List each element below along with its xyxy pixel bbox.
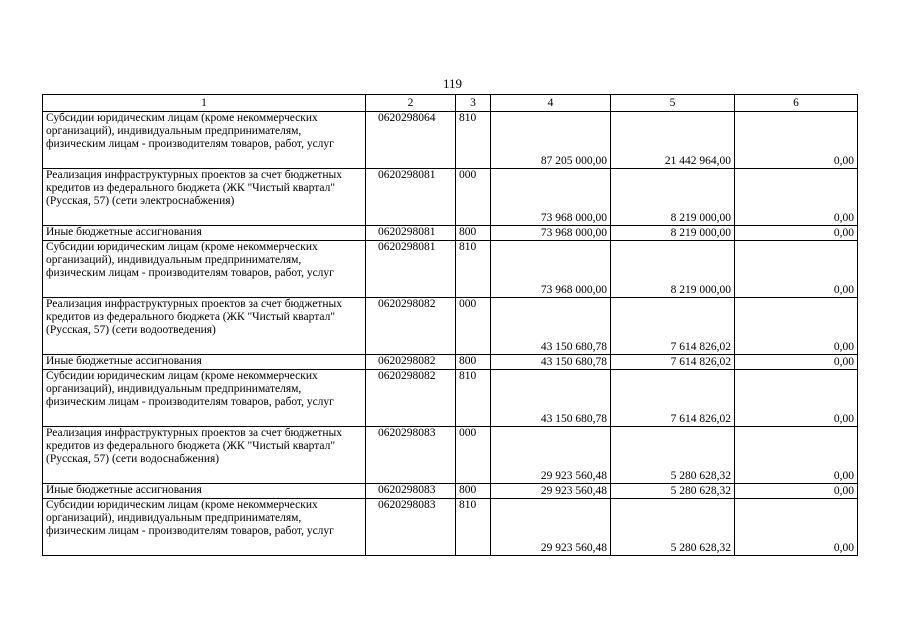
- header-col-3: 3: [456, 95, 491, 112]
- row-code-cell: 0620298083: [366, 484, 456, 499]
- row-name-cell: Иные бюджетные ассигнования: [43, 355, 366, 370]
- row-name-cell: Субсидии юридическим лицам (кроме некоммерческих организаций), индивидуальным предпринимателям, физическим лицам - производителям товаров, работ, услуг: [43, 499, 366, 556]
- row-name-cell: Субсидии юридическим лицам (кроме некоммерческих организаций), индивидуальным предпринимателям, физическим лицам - производителям товаров, работ, услуг: [43, 241, 366, 298]
- row-col6-value: 0,00: [735, 112, 858, 169]
- header-col-1: 1: [43, 95, 366, 112]
- header-col-2: 2: [366, 95, 456, 112]
- table-row: [43, 370, 858, 427]
- row-col5-value: 8 219 000,00: [611, 226, 735, 241]
- row-col4-value: 73 968 000,00: [491, 169, 611, 226]
- row-name-cell: Иные бюджетные ассигнования: [43, 484, 366, 499]
- row-name-cell: Реализация инфраструктурных проектов за счет бюджетных кредитов из федерального бюджета (ЖК "Чистый квартал" (Русская, 57) (сети водоотведения): [43, 298, 366, 355]
- row-type-cell: 810: [456, 499, 491, 556]
- row-type-cell: 800: [456, 484, 491, 499]
- row-code-cell: 0620298083: [366, 427, 456, 484]
- row-col4-value: 87 205 000,00: [491, 112, 611, 169]
- row-code-cell: 0620298064: [366, 112, 456, 169]
- row-name-cell: Иные бюджетные ассигнования: [43, 226, 366, 241]
- row-col6-value: 0,00: [735, 169, 858, 226]
- row-code-cell: 0620298081: [366, 226, 456, 241]
- row-code-cell: 0620298082: [366, 298, 456, 355]
- row-col5-value: 5 280 628,32: [611, 484, 735, 499]
- table-row: [43, 169, 858, 226]
- row-col6-value: 0,00: [735, 226, 858, 241]
- row-type-cell: 000: [456, 427, 491, 484]
- row-code-cell: 0620298082: [366, 370, 456, 427]
- row-name-cell: Реализация инфраструктурных проектов за счет бюджетных кредитов из федерального бюджета (ЖК "Чистый квартал" (Русская, 57) (сети электроснабжения): [43, 169, 366, 226]
- row-col5-value: 7 614 826,02: [611, 370, 735, 427]
- row-col6-value: 0,00: [735, 484, 858, 499]
- row-col5-value: 7 614 826,02: [611, 298, 735, 355]
- table-row: [43, 427, 858, 484]
- table-row: [43, 499, 858, 556]
- row-col6-value: 0,00: [735, 241, 858, 298]
- row-col4-value: 29 923 560,48: [491, 484, 611, 499]
- row-type-cell: 800: [456, 226, 491, 241]
- header-col-5: 5: [611, 95, 735, 112]
- table-row: [43, 241, 858, 298]
- table-row: [43, 484, 858, 499]
- row-col5-value: 5 280 628,32: [611, 427, 735, 484]
- table-header-row: [43, 95, 858, 112]
- row-col5-value: 8 219 000,00: [611, 241, 735, 298]
- table-row: [43, 355, 858, 370]
- table-row: [43, 112, 858, 169]
- row-type-cell: 810: [456, 112, 491, 169]
- row-name-cell: Субсидии юридическим лицам (кроме некоммерческих организаций), индивидуальным предпринимателям, физическим лицам - производителям товаров, работ, услуг: [43, 112, 366, 169]
- row-type-cell: 810: [456, 241, 491, 298]
- row-col6-value: 0,00: [735, 298, 858, 355]
- row-col4-value: 29 923 560,48: [491, 499, 611, 556]
- row-col5-value: 21 442 964,00: [611, 112, 735, 169]
- table-row: [43, 298, 858, 355]
- row-code-cell: 0620298082: [366, 355, 456, 370]
- row-col6-value: 0,00: [735, 427, 858, 484]
- row-code-cell: 0620298081: [366, 241, 456, 298]
- row-col6-value: 0,00: [735, 499, 858, 556]
- header-col-4: 4: [491, 95, 611, 112]
- row-col5-value: 7 614 826,02: [611, 355, 735, 370]
- row-type-cell: 800: [456, 355, 491, 370]
- table-row: [43, 226, 858, 241]
- row-col5-value: 8 219 000,00: [611, 169, 735, 226]
- row-col4-value: 43 150 680,78: [491, 355, 611, 370]
- row-type-cell: 810: [456, 370, 491, 427]
- row-type-cell: 000: [456, 298, 491, 355]
- row-col4-value: 73 968 000,00: [491, 241, 611, 298]
- row-col5-value: 5 280 628,32: [611, 499, 735, 556]
- budget-table: [42, 94, 858, 556]
- row-code-cell: 0620298081: [366, 169, 456, 226]
- row-type-cell: 000: [456, 169, 491, 226]
- row-col4-value: 43 150 680,78: [491, 370, 611, 427]
- row-code-cell: 0620298083: [366, 499, 456, 556]
- header-col-6: 6: [735, 95, 858, 112]
- page-number: 119: [442, 76, 463, 91]
- row-col6-value: 0,00: [735, 370, 858, 427]
- row-col4-value: 29 923 560,48: [491, 427, 611, 484]
- row-col4-value: 43 150 680,78: [491, 298, 611, 355]
- row-name-cell: Реализация инфраструктурных проектов за счет бюджетных кредитов из федерального бюджета (ЖК "Чистый квартал" (Русская, 57) (сети водоснабжения): [43, 427, 366, 484]
- table-body: [43, 112, 858, 556]
- row-col4-value: 73 968 000,00: [491, 226, 611, 241]
- row-col6-value: 0,00: [735, 355, 858, 370]
- row-name-cell: Субсидии юридическим лицам (кроме некоммерческих организаций), индивидуальным предпринимателям, физическим лицам - производителям товаров, работ, услуг: [43, 370, 366, 427]
